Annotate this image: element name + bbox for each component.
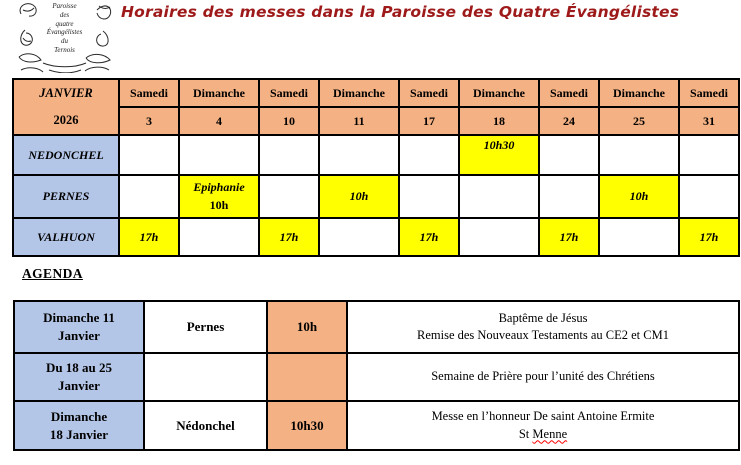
schedule-cell <box>399 135 459 175</box>
schedule-cell <box>459 175 539 218</box>
village-row-label: PERNES <box>13 175 119 218</box>
agenda-description-cell <box>347 301 739 353</box>
date-header-cell: 18 <box>459 107 539 135</box>
schedule-cell <box>459 218 539 256</box>
schedule-cell <box>599 218 679 256</box>
agenda-date-line: Janvier <box>58 328 100 343</box>
agenda-date-cell <box>14 401 144 450</box>
mass-time: 10h <box>349 189 369 203</box>
month-cell <box>13 79 119 135</box>
agenda-date-line: Dimanche 11 <box>43 310 115 326</box>
agenda-date-line: Du 18 au 25 <box>45 360 113 376</box>
spellcheck-underlined-word: Menne <box>532 426 568 441</box>
date-header-cell: 4 <box>179 107 259 135</box>
agenda-date-line: Janvier <box>58 378 100 393</box>
schedule-cell <box>539 135 599 175</box>
date-header-cell: 25 <box>599 107 679 135</box>
day-header-cell: Dimanche <box>319 79 399 107</box>
agenda-time-cell <box>267 353 347 401</box>
mass-time: 17h <box>419 229 439 244</box>
mass-time: 17h <box>699 229 719 244</box>
schedule-cell <box>599 135 679 175</box>
agenda-description-line: Messe en l’honneur De saint Antoine Ermite <box>431 409 655 423</box>
schedule-cell <box>319 135 399 175</box>
logo-text <box>13 2 116 55</box>
mass-time: 17h <box>559 229 579 244</box>
mass-time-cell <box>179 175 259 218</box>
schedule-cell <box>179 218 259 256</box>
date-header-cell: 17 <box>399 107 459 135</box>
agenda-time-cell: 10h30 <box>267 401 347 450</box>
mass-time-cell <box>259 218 319 256</box>
schedule-cell <box>679 175 739 218</box>
day-header-cell: Samedi <box>539 79 599 107</box>
schedule-cell <box>179 135 259 175</box>
day-header-cell: Dimanche <box>459 79 539 107</box>
feast-label: Epiphanie <box>193 180 245 195</box>
logo-line: Évangélistes <box>46 28 83 37</box>
parish-logo <box>13 0 116 73</box>
mass-time: 17h <box>279 229 299 244</box>
agenda-description-line: Baptême de Jésus <box>498 310 588 325</box>
mass-time: 10h30 <box>483 138 515 152</box>
logo-line: quatre <box>55 19 74 28</box>
logo-line: Paroisse <box>52 2 77 10</box>
date-header-cell: 11 <box>319 107 399 135</box>
mass-time-cell <box>399 218 459 256</box>
day-header-cell: Samedi <box>399 79 459 107</box>
schedule-cell <box>259 175 319 218</box>
mass-schedule-table <box>12 78 740 257</box>
logo-line: des <box>59 10 70 19</box>
date-header-cell: 3 <box>119 107 179 135</box>
day-header-cell: Samedi <box>259 79 319 107</box>
agenda-heading: AGENDA <box>22 266 83 281</box>
schedule-cell <box>319 218 399 256</box>
day-header-cell: Dimanche <box>179 79 259 107</box>
day-header-cell: Dimanche <box>599 79 679 107</box>
date-header-cell: 24 <box>539 107 599 135</box>
village-row-label: VALHUON <box>13 218 119 256</box>
page-title: Horaires des messes dans la Paroisse des Quatre Évangélistes <box>121 3 680 21</box>
date-header-cell: 31 <box>679 107 739 135</box>
schedule-cell <box>119 175 179 218</box>
date-header-cell: 10 <box>259 107 319 135</box>
agenda-description-cell <box>347 401 739 450</box>
logo-line: du <box>61 37 68 45</box>
mass-time-cell <box>539 218 599 256</box>
mass-time: 10h <box>629 189 649 203</box>
schedule-cell <box>399 175 459 218</box>
mass-time-cell <box>119 218 179 256</box>
mass-time: 10h <box>209 197 229 212</box>
agenda-place-cell <box>144 353 267 401</box>
agenda-date-cell <box>14 353 144 401</box>
mass-time-cell <box>459 135 539 175</box>
mass-time: 17h <box>139 229 159 244</box>
agenda-description-line <box>352 426 734 444</box>
agenda-date-cell <box>14 301 144 353</box>
mass-time-cell <box>319 175 399 218</box>
agenda-description-text: St <box>518 426 533 441</box>
agenda-description-line: Remise des Nouveaux Testaments au CE2 et CM1 <box>417 328 669 342</box>
agenda-date-line: 18 Janvier <box>49 426 109 442</box>
agenda-description-line: Semaine de Prière pour l’unité des Chrétiens <box>431 369 655 384</box>
year-label: 2026 <box>53 113 79 127</box>
agenda-place-cell: Pernes <box>144 301 267 353</box>
schedule-cell <box>119 135 179 175</box>
month-label: JANVIER <box>39 86 93 100</box>
schedule-cell <box>259 135 319 175</box>
village-row-label: NEDONCHEL <box>13 135 119 175</box>
mass-time-cell <box>599 175 679 218</box>
day-header-cell: Samedi <box>679 79 739 107</box>
logo-line: Ternois <box>54 45 75 54</box>
agenda-table <box>13 300 740 451</box>
agenda-description-cell <box>347 353 739 401</box>
schedule-cell <box>679 135 739 175</box>
mass-time-cell <box>679 218 739 256</box>
schedule-cell <box>539 175 599 218</box>
agenda-date-line: Dimanche <box>50 408 108 424</box>
day-header-cell: Samedi <box>119 79 179 107</box>
agenda-place-cell: Nédonchel <box>144 401 267 450</box>
agenda-time-cell: 10h <box>267 301 347 353</box>
